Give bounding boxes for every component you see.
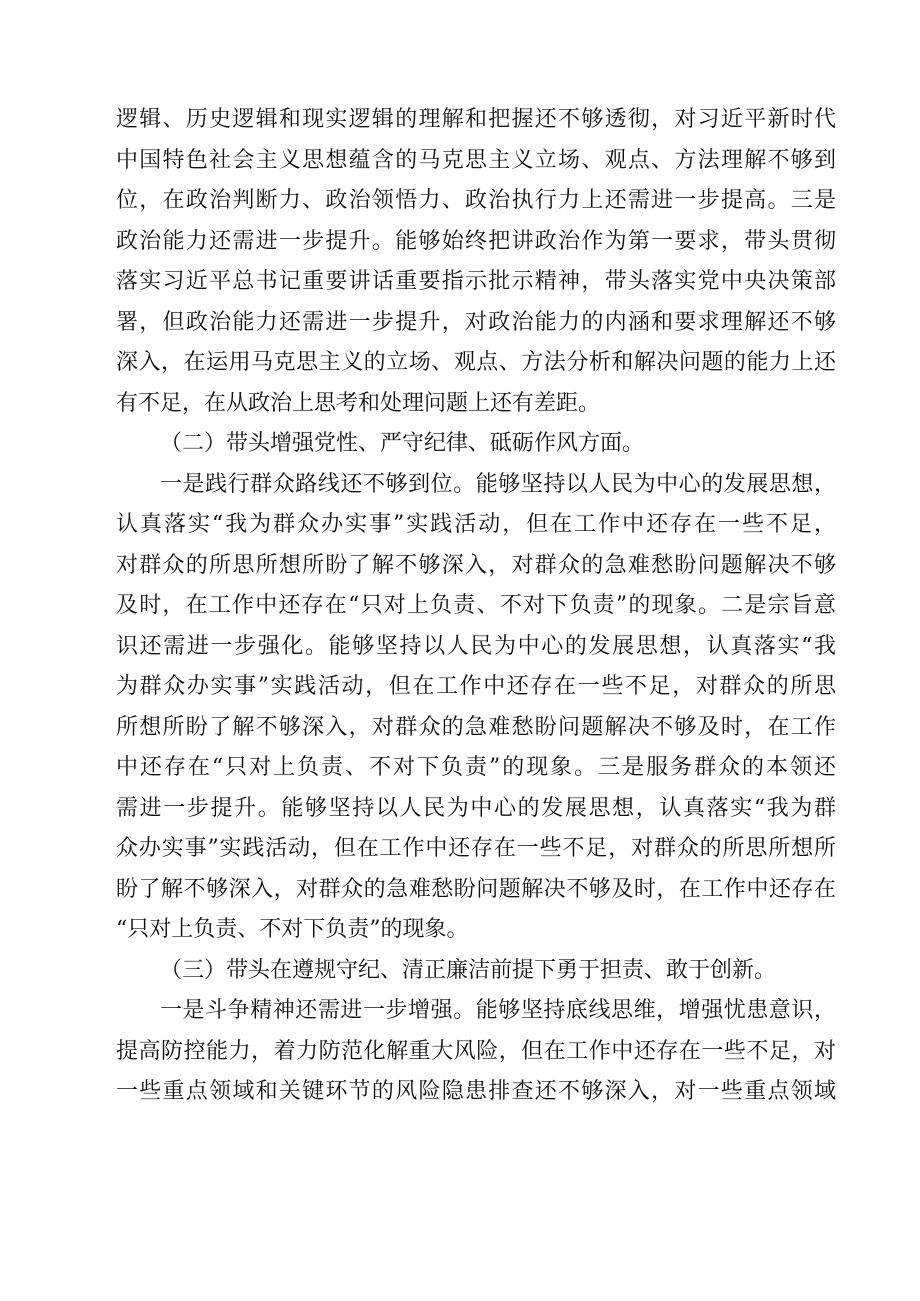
text-line: 盼了解不够深入，对群众的急难愁盼问题解决不够及时，在工作中还存在 — [116, 876, 836, 902]
paragraph-3 — [116, 991, 836, 1113]
text-line: 位，在政治判断力、政治领悟力、政治执行力上还需进一步提高。三是 — [116, 188, 836, 213]
text-line: 所想所盼了解不够深入，对群众的急难愁盼问题解决不够及时，在工作 — [116, 714, 836, 740]
text-line: 一是践行群众路线还不够到位。能够坚持以人民为中心的发展思想， — [160, 471, 836, 497]
text-line: 有不足，在从政治上思考和处理问题上还有差距。 — [116, 390, 601, 416]
text-line: 对群众的所思所想所盼了解不够深入，对群众的急难愁盼问题解决不够 — [116, 552, 836, 578]
text-line: 一是斗争精神还需进一步增强。能够坚持底线思维，增强忧患意识， — [160, 998, 836, 1023]
paragraph-1 — [116, 100, 836, 424]
text-line: 落实习近平总书记重要讲话重要指示批示精神，带头落实党中央决策部 — [116, 269, 836, 294]
section-heading-2: （二）带头增强党性、严守纪律、砥砺作风方面。 — [160, 431, 645, 456]
text-line: 识还需进一步强化。能够坚持以人民为中心的发展思想，认真落实“我 — [116, 633, 836, 659]
paragraph-2 — [116, 465, 836, 951]
text-line: 及时，在工作中还存在“只对上负责、不对下负责”的现象。二是宗旨意 — [116, 593, 836, 618]
text-line: 一些重点领域和关键环节的风险隐患排查还不够深入，对一些重点领域 — [116, 1079, 836, 1104]
text-line: 认真落实“我为群众办实事”实践活动，但在工作中还存在一些不足， — [116, 512, 836, 537]
text-line: 署，但政治能力还需进一步提升，对政治能力的内涵和要求理解还不够 — [116, 309, 836, 335]
text-line: 为群众办实事”实践活动，但在工作中还存在一些不足，对群众的所思 — [116, 674, 836, 699]
text-line: 中国特色社会主义思想蕴含的马克思主义立场、观点、方法理解不够到 — [116, 147, 836, 173]
text-line: 需进一步提升。能够坚持以人民为中心的发展思想，认真落实“我为群 — [116, 795, 836, 821]
text-line: 逻辑、历史逻辑和现实逻辑的理解和把握还不够透彻，对习近平新时代 — [116, 107, 836, 132]
section-heading-3: （三）带头在遵规守纪、清正廉洁前提下勇于担责、敢于创新。 — [160, 957, 777, 983]
text-line: “只对上负责、不对下负责”的现象。 — [116, 917, 469, 942]
text-line: 深入，在运用马克思主义的立场、观点、方法分析和解决问题的能力上还 — [116, 350, 836, 375]
text-line: 中还存在“只对上负责、不对下负责”的现象。三是服务群众的本领还 — [116, 755, 836, 780]
text-line: 提高防控能力，着力防范化解重大风险，但在工作中还存在一些不足，对 — [116, 1038, 836, 1064]
document-body — [116, 100, 836, 1113]
text-line: 政治能力还需进一步提升。能够始终把讲政治作为第一要求，带头贯彻 — [116, 228, 836, 254]
text-line: 众办实事”实践活动，但在工作中还存在一些不足，对群众的所思所想所 — [116, 836, 836, 861]
